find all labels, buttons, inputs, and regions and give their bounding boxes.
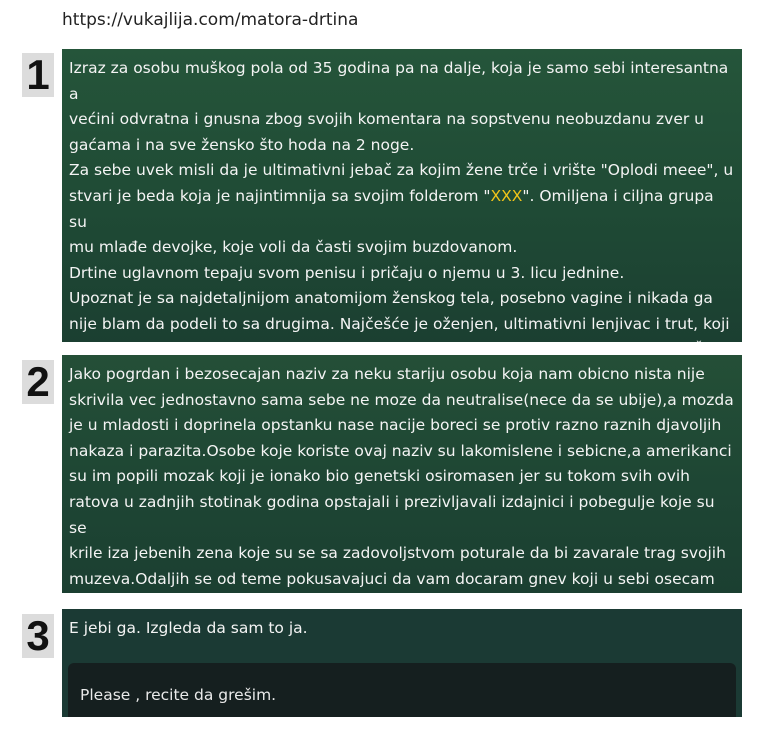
entry-text: stvari je beda koja je najintimnija sa svojim folderom " [69,186,491,205]
definition-entry-1 [62,49,742,342]
highlighted-keyword: XXX [490,186,523,205]
entry-line [69,338,736,342]
entry-line: su im popili mozak koji je ionako bio genetski osiromasen jer su tokom svih ovih [69,467,690,486]
entry-line: je u mladosti i doprinela opstanku nase nacije boreci se protiv razno raznih djavoljih [69,416,722,435]
entry-line: E jebi ga. Izgleda da sam to ja. [69,619,308,637]
entry-text: ". Omiljena i ciljna grupa su [69,186,714,231]
definition-entry-3 [62,609,742,717]
entry-line: ratova u zadnjih stotinak godina opstajali i prezivljavali izdajnici i pobegulje koje su se [69,492,715,537]
entry-number-2: 2 [22,360,54,404]
source-url[interactable]: https://vukajlija.com/matora-drtina [62,10,359,30]
entry-line: nije blam da podeli to sa drugima. Najčešće je oženjen, ultimativni lenjivac i trut, koji [69,314,730,333]
entry-line: Drtine uglavnom tepaju svom penisu i pričaju o njemu u 3. licu jednine. [69,263,625,282]
reply-text: Please , recite da grešim. [80,686,277,704]
entry-line: Upoznat je sa najdetaljnijom anatomijom ženskog tela, posebno vagine i nikada ga [69,289,713,308]
entry-line: većini odvratna i gnusna zbog svojih komentara na sopstvenu neobuzdanu zver u [69,110,704,129]
definition-entry-2 [62,355,742,593]
entry-line: Izraz za osobu muškog pola od 35 godina pa na dalje, koja je samo sebi interesantna a [69,59,729,103]
entry-line: krile iza jebenih zena koje su se sa zadovoljstvom poturale da bi zavarale trag svojih [69,544,726,563]
entry-line: mu mlađe devojke, koje voli da časti svojim buzdovanom. [69,238,518,257]
entry-line: skrivila vec jednostavno sama sebe ne moze da neutralise(nece da se ubije),a mozda [69,390,734,409]
reply-comment [68,663,736,717]
entry-line [69,184,736,235]
entry-line: Za sebe uvek misli da je ultimativni jebač za kojim žene trče i vrište "Oplodi meee", u [69,161,734,180]
entry-line: gaćama i na sve žensko što hoda na 2 noge. [69,135,415,154]
entry-line: nakaza i parazita.Osobe koje koriste ovaj naziv su lakomislene i sebicne,a amerikanci [69,441,732,460]
entry-number-1: 1 [22,53,54,97]
entry-number-3: 3 [22,614,54,658]
entry-line: muzeva.Odaljih se od teme pokusavajuci da vam docaram gnev koji u sebi osecam [69,569,715,588]
entry-line: Jako pogrdan i bezosecajan naziv za neku stariju osobu koja nam obicno nista nije [69,365,705,383]
